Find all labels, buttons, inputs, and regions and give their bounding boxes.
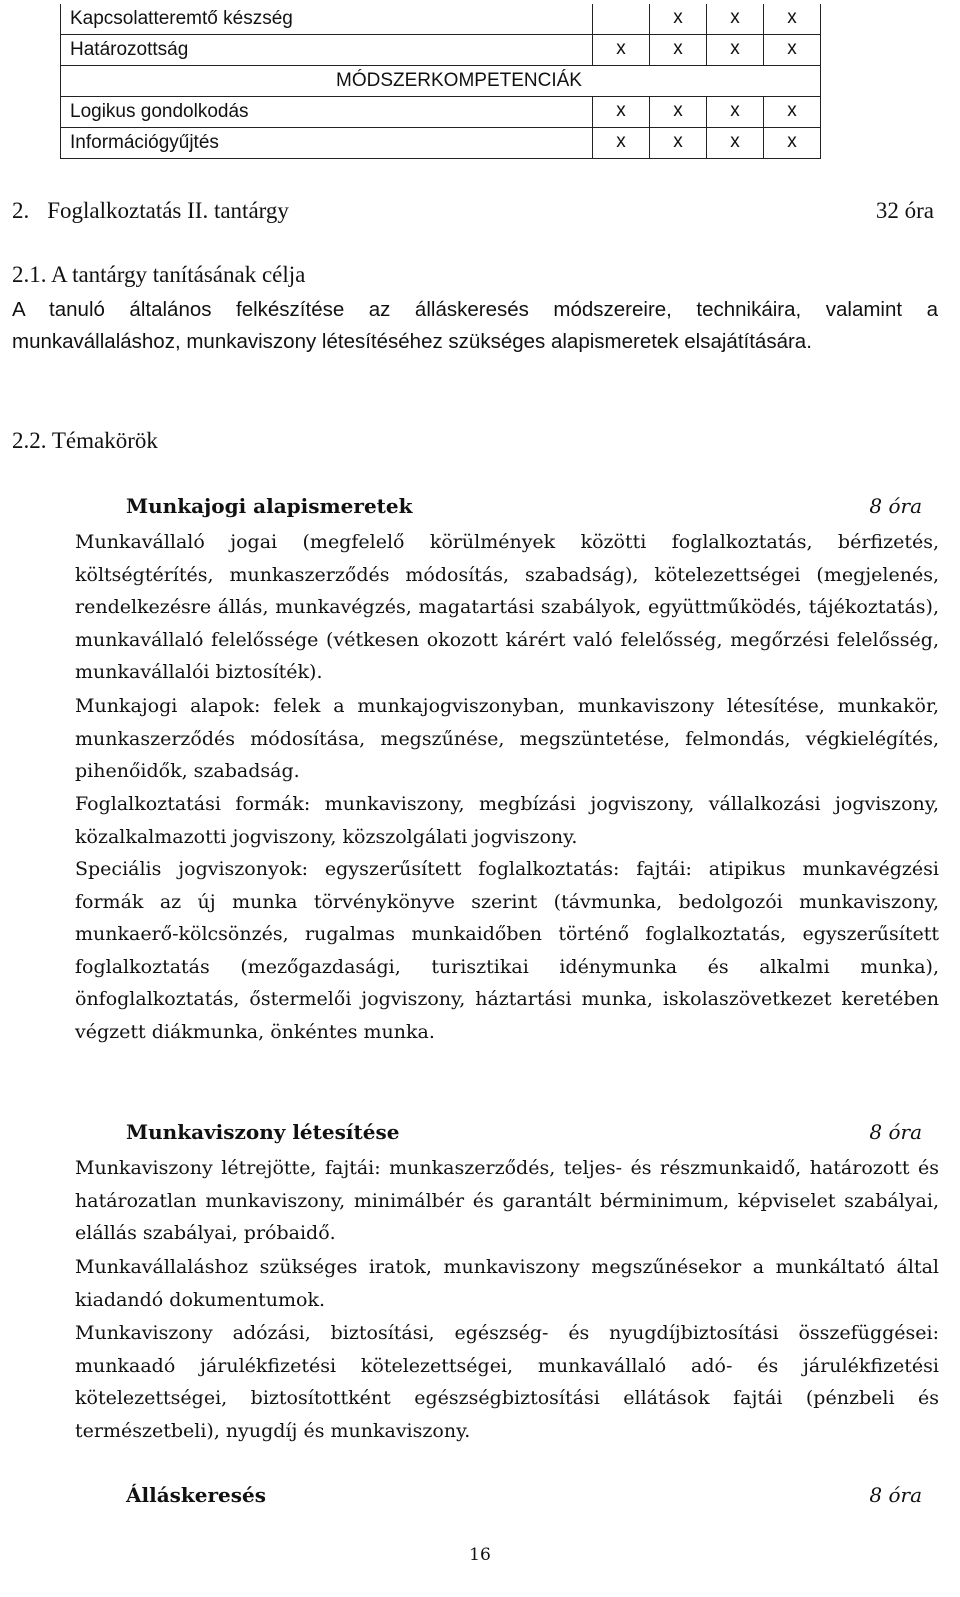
- topics-heading: 2.2. Témakörök: [12, 428, 158, 453]
- subject-hours: 32 óra: [875, 198, 934, 223]
- mark-cell: [593, 4, 650, 35]
- subject-heading: [12, 198, 934, 224]
- topic-paragraph: Foglalkoztatási formák: munkaviszony, megbízási jogviszony, vállalkozási jogviszony, közalkalmazotti jogviszony, közszolgálati jogviszony.: [75, 793, 939, 848]
- row-label: Kapcsolatteremtő készség: [61, 4, 593, 35]
- mark-cell: x: [764, 128, 821, 159]
- mark-cell: x: [764, 35, 821, 66]
- mark-cell: x: [650, 97, 707, 128]
- topic-paragraph: Munkaviszony adózási, biztosítási, egészség- és nyugdíjbiztosítási összefüggései: munkaadó járulékfizetési kötelezettségei, munkavállaló adó- és járulékfizetési kötelezettségei, biztosítottként egészségbiztosítási ellátások fajtái (pénzbeli és természetbeli), nyugdíj és munkaviszony.: [75, 1322, 939, 1442]
- table-row: [61, 128, 821, 159]
- mark-cell: x: [764, 97, 821, 128]
- topic-hours: 8 óra: [869, 1483, 922, 1507]
- row-label: Határozottság: [61, 35, 593, 66]
- topic-hours: 8 óra: [869, 494, 922, 518]
- competency-table: [60, 4, 821, 159]
- topic-hours: 8 óra: [869, 1120, 922, 1144]
- topic-title: Munkajogi alapismeretek: [126, 494, 413, 518]
- topic-paragraph: Munkajogi alapok: felek a munkajogviszonyban, munkaviszony létesítése, munkakör, munkaszerződés módosítása, megszűnése, megszüntetése, felmondás, végkielégítés, pihenőidők, szabadság.: [75, 695, 939, 783]
- topic-title: Munkaviszony létesítése: [126, 1120, 400, 1144]
- mark-cell: x: [707, 4, 764, 35]
- subject-title: Foglalkoztatás II. tantárgy: [47, 198, 289, 223]
- table-row: [61, 97, 821, 128]
- row-label: Információgyűjtés: [61, 128, 593, 159]
- table-section-row: [61, 66, 821, 97]
- mark-cell: x: [764, 4, 821, 35]
- aim-heading: 2.1. A tantárgy tanításának célja: [12, 262, 306, 287]
- mark-cell: x: [593, 128, 650, 159]
- mark-cell: x: [650, 4, 707, 35]
- table-row: [61, 4, 821, 35]
- mark-cell: x: [593, 35, 650, 66]
- subject-number: 2.: [12, 198, 30, 223]
- topic-heading: [126, 494, 922, 518]
- mark-cell: x: [650, 128, 707, 159]
- topic-paragraph: Munkavállaló jogai (megfelelő körülmények közötti foglalkoztatás, bérfizetés, költségtérítés, munkaszerződés módosítás, szabadság), kötelezettségei (megjelenés, rendelkezésre állás, munkavégzés, magatartási szabályok, együttműködés, tájékoztatás), munkavállaló felelőssége (vétkesen okozott kárért való felelősség, megőrzési felelősség, munkavállalói biztosíték).: [75, 531, 939, 684]
- topic-title: Álláskeresés: [126, 1483, 267, 1507]
- topic-heading: [126, 1483, 922, 1507]
- topic-paragraph: Munkavállaláshoz szükséges iratok, munkaviszony megszűnésekor a munkáltató által kiadandó dokumentumok.: [75, 1256, 939, 1311]
- topic-paragraph: Munkaviszony létrejötte, fajtái: munkaszerződés, teljes- és részmunkaidő, határozott és határozatlan munkaviszony, minimálbér és garantált bérminimum, képviselet szabályai, elállás szabályai, próbaidő.: [75, 1157, 939, 1245]
- mark-cell: x: [650, 35, 707, 66]
- topic-heading: [126, 1120, 922, 1144]
- topic-paragraph: Speciális jogviszonyok: egyszerűsített foglalkoztatás: fajtái: atipikus munkavégzési formák az új munka törvénykönyve szerint (távmunka, bedolgozói munkaviszony, munkaerő-kölcsönzés, rugalmas munkaidőben történő foglalkoztatás, egyszerűsített foglalkoztatás (mezőgazdasági, turisztikai idénymunka és alkalmi munka), önfoglalkoztatás, őstermelői jogviszony, háztartási munka, iskolaszövetkezet keretében végzett diákmunka, önkéntes munka.: [75, 858, 939, 1043]
- table-row: [61, 35, 821, 66]
- page-number: 16: [469, 1545, 491, 1565]
- mark-cell: x: [707, 35, 764, 66]
- mark-cell: x: [707, 97, 764, 128]
- row-label: Logikus gondolkodás: [61, 97, 593, 128]
- section-label: MÓDSZERKOMPETENCIÁK: [61, 66, 821, 97]
- mark-cell: x: [593, 97, 650, 128]
- subject-title-group: [12, 198, 289, 224]
- mark-cell: x: [707, 128, 764, 159]
- aim-text: A tanuló általános felkészítése az álláskeresés módszereire, technikáira, valamint a munkavállaláshoz, munkaviszony létesítéséhez szükséges alapismeretek elsajátítására.: [12, 298, 938, 353]
